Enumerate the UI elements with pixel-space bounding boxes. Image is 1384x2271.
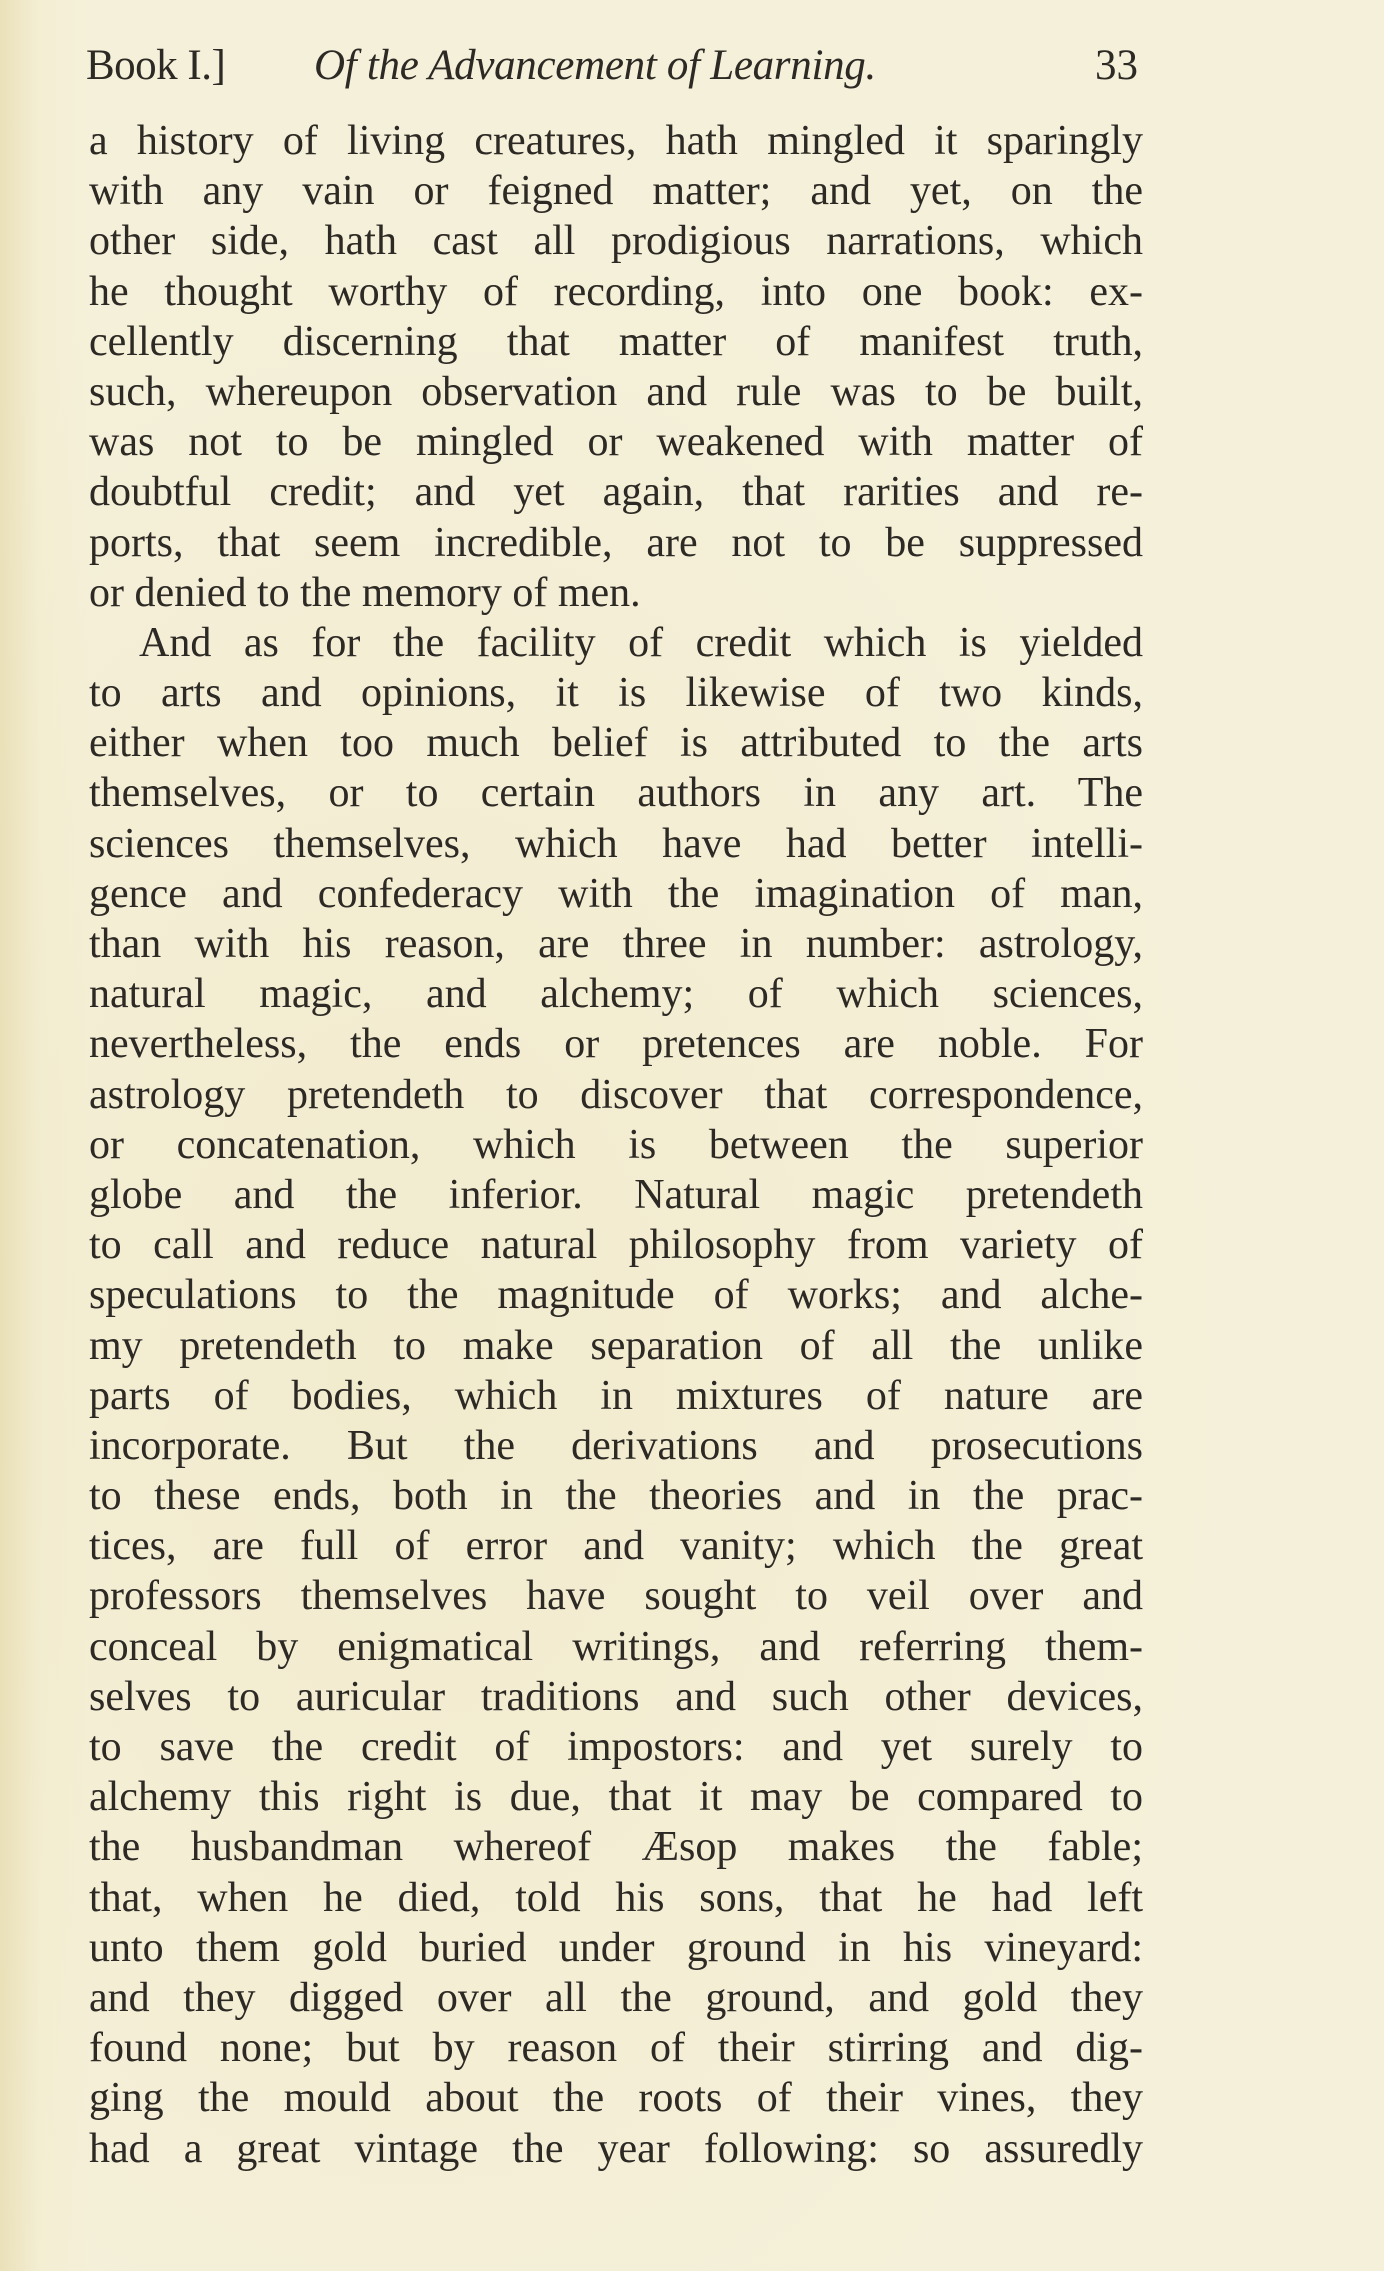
text-line: speculations to the magnitude of works; and alche- (89, 1272, 1143, 1319)
text-line: my pretendeth to make separation of all the unlike (89, 1322, 1143, 1369)
text-line: to arts and opinions, it is likewise of two kinds, (89, 670, 1143, 717)
text-line: such, whereupon observation and rule was to be built, (89, 368, 1143, 415)
text-line: globe and the inferior. Natural magic pretendeth (89, 1171, 1143, 1218)
text-line: with any vain or feigned matter; and yet, on the (89, 168, 1143, 215)
text-line: parts of bodies, which in mixtures of nature are (89, 1372, 1143, 1419)
text-line: professors themselves have sought to veil over and (89, 1573, 1143, 1620)
text-line: and they digged over all the ground, and gold they (89, 1974, 1143, 2021)
text-line: selves to auricular traditions and such other devices, (89, 1673, 1143, 1720)
running-title: Of the Advancement of Learning. (314, 42, 876, 89)
text-line: that, when he died, told his sons, that he had left (89, 1874, 1143, 1921)
book-label: Book I.] (86, 42, 226, 89)
text-line: incorporate. But the derivations and prosecutions (89, 1422, 1143, 1469)
text-line: found none; but by reason of their stirring and dig- (89, 2025, 1143, 2072)
text-line: ports, that seem incredible, are not to be suppressed (89, 519, 1143, 566)
text-line: alchemy this right is due, that it may be compared to (89, 1774, 1143, 1821)
text-line: the husbandman whereof Æsop makes the fable; (89, 1824, 1143, 1871)
text-line: had a great vintage the year following: so assuredly (89, 2125, 1143, 2172)
text-line: to save the credit of impostors: and yet surely to (89, 1724, 1143, 1770)
text-line: was not to be mingled or weakened with matter of (89, 419, 1143, 466)
text-line: gence and confederacy with the imagination of man, (89, 870, 1143, 917)
text-line: other side, hath cast all prodigious narrations, which (89, 218, 1143, 265)
text-line: a history of living creatures, hath mingled it sparingly (89, 118, 1143, 164)
text-line: than with his reason, are three in number: astrology, (89, 921, 1143, 967)
text-line: cellently discerning that matter of manifest truth, (89, 318, 1143, 365)
text-line: tices, are full of error and vanity; which the great (89, 1523, 1143, 1570)
text-line: to these ends, both in the theories and in the prac- (89, 1473, 1143, 1520)
paragraph-end-line: or denied to the memory of men. (89, 569, 641, 616)
text-line: ging the mould about the roots of their vines, they (89, 2075, 1143, 2122)
text-line: or concatenation, which is between the superior (89, 1121, 1143, 1168)
text-line: astrology pretendeth to discover that correspondence, (89, 1071, 1143, 1118)
page-number: 33 (1095, 42, 1138, 89)
text-line: either when too much belief is attributed to the arts (89, 720, 1143, 767)
text-line: nevertheless, the ends or pretences are noble. For (89, 1021, 1143, 1068)
text-line: unto them gold buried under ground in his vineyard: (89, 1924, 1143, 1971)
text-line: themselves, or to certain authors in any art. The (89, 770, 1143, 817)
text-line: he thought worthy of recording, into one book: ex- (89, 268, 1143, 315)
body-text (89, 116, 1143, 2174)
text-line: doubtful credit; and yet again, that rarities and re- (89, 469, 1143, 516)
paragraph-start-line: And as for the facility of credit which is yielded (139, 619, 1143, 666)
text-line: to call and reduce natural philosophy from variety of (89, 1222, 1143, 1269)
running-head (86, 41, 1138, 91)
text-line: sciences themselves, which have had better intelli- (89, 820, 1143, 867)
text-line: natural magic, and alchemy; of which sciences, (89, 971, 1143, 1018)
text-line: conceal by enigmatical writings, and referring them- (89, 1623, 1143, 1670)
